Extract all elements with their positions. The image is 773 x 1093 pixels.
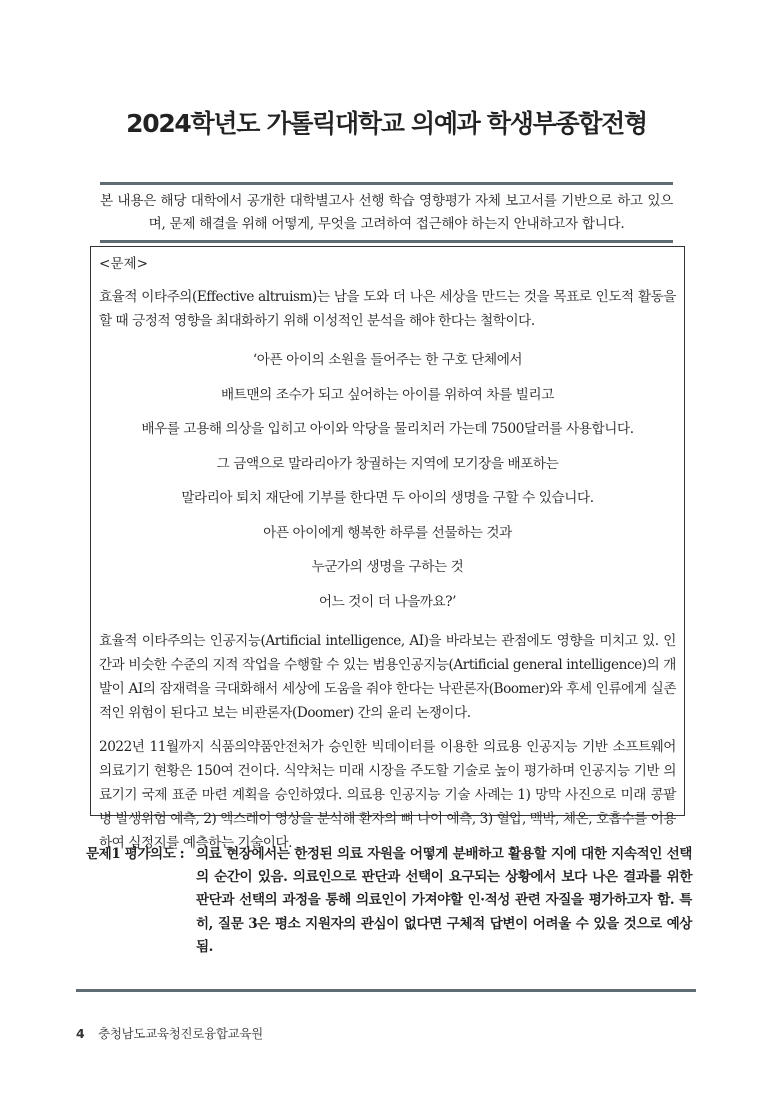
quote-line: ‘아픈 아이의 소원을 들어주는 한 구호 단체에서 bbox=[252, 352, 523, 368]
problem-label: <문제> bbox=[99, 256, 149, 272]
publisher-name: 충청남도교육청진로융합교육원 bbox=[98, 1026, 263, 1041]
quote-line: 어느 것이 더 나을까요?’ bbox=[318, 593, 457, 610]
quote-line: 말라리아 퇴치 재단에 기부를 한다면 두 아이의 생명을 구할 수 있습니다. bbox=[181, 490, 594, 506]
intro-notice: 본 내용은 해당 대학에서 공개한 대학별고사 선행 학습 영향평가 자체 보고서를 기반으로 하고 있으며, 문제 해결을 위해 어떻게, 무엇을 고려하여 접근해야 하는지 안내하고자 합니다. bbox=[100, 182, 673, 243]
quote-line: 배우를 고용해 의상을 입히고 아이와 악당을 물리치러 가는데 7500달러를 사용합니다. bbox=[141, 421, 634, 437]
problem-paragraph-1: 효율적 이타주의(Effective altruism)는 남을 도와 더 나은 세상을 만드는 것을 목표로 인도적 활동을 할 때 긍정적 영향을 최대화하기 위해 이성적인 분석을 해야 한다는 철학이다. bbox=[99, 289, 676, 329]
problem-quote bbox=[99, 343, 676, 619]
page-number: 4 bbox=[76, 1026, 85, 1041]
bottom-divider bbox=[76, 989, 696, 992]
problem-paragraph-2: 효율적 이타주의는 인공지능(Artificial intelligence, AI)을 바라보는 관점에도 영향을 미치고 있. 인간과 비슷한 수준의 지적 작업을 수행할 수 있는 범용인공지능(Artificial general intelligence)의 개발이 AI의 잠재력을 극대화해서 세상에 도움을 줘야 한다는 낙관론자(Boomer)와 후세 인류에게 실존적인 위험이 된다고 보는 비관론자(Doomer) 간의 윤리 논쟁이다. bbox=[99, 633, 676, 721]
problem-paragraph-3: 2022년 11월까지 식품의약품안전처가 승인한 빅데이터를 이용한 의료용 인공지능 기반 소프트웨어 의료기기 현황은 150여 건이다. 식약처는 미래 시장을 주도할 기술로 높이 평가하며 인공지능 기반 의료기기 국제 표준 마련 계획을 승인하였다. 의료용 인공지능 기술 사례는 1) 망막 사진으로 미래 콩팥병 발생위험 예측, 2) 엑스레이 영상을 분석해 환자의 뼈 나이 예측, 3) 혈압, 맥박, 체온, 호흡수를 이용하여 심정지를 예측하는 기술이다. bbox=[99, 739, 676, 851]
evaluation-intent-label: 문제1 평가의도 : bbox=[86, 846, 185, 862]
page-footer bbox=[76, 1024, 263, 1042]
quote-line: 배트맨의 조수가 되고 싶어하는 아이를 위하여 차를 빌리고 bbox=[220, 386, 554, 403]
quote-line: 누군가의 생명을 구하는 것 bbox=[311, 559, 464, 575]
evaluation-intent-text: 의료 현장에서는 한정된 의료 자원을 어떻게 분배하고 활용할 지에 대한 지속적인 선택의 순간이 있음. 의료인으로 판단과 선택이 요구되는 상황에서 보다 나은 결과를 위한 판단과 선택의 과정을 통해 의료인이 가져야할 인·적성 관련 자질을 평가하고자 함. 특히, 질문 3은 평소 지원자의 관심이 없다면 구체적 답변이 어려울 수 있을 것으로 예상됨. bbox=[196, 846, 692, 955]
problem-box bbox=[90, 246, 685, 851]
page-title: 2024학년도 가톨릭대학교 의예과 학생부종합전형 bbox=[126, 109, 647, 138]
quote-line: 그 금액으로 말라리아가 창궐하는 지역에 모기장을 배포하는 bbox=[216, 455, 559, 472]
quote-line: 아픈 아이에게 행복한 하루를 선물하는 것과 bbox=[263, 524, 512, 541]
